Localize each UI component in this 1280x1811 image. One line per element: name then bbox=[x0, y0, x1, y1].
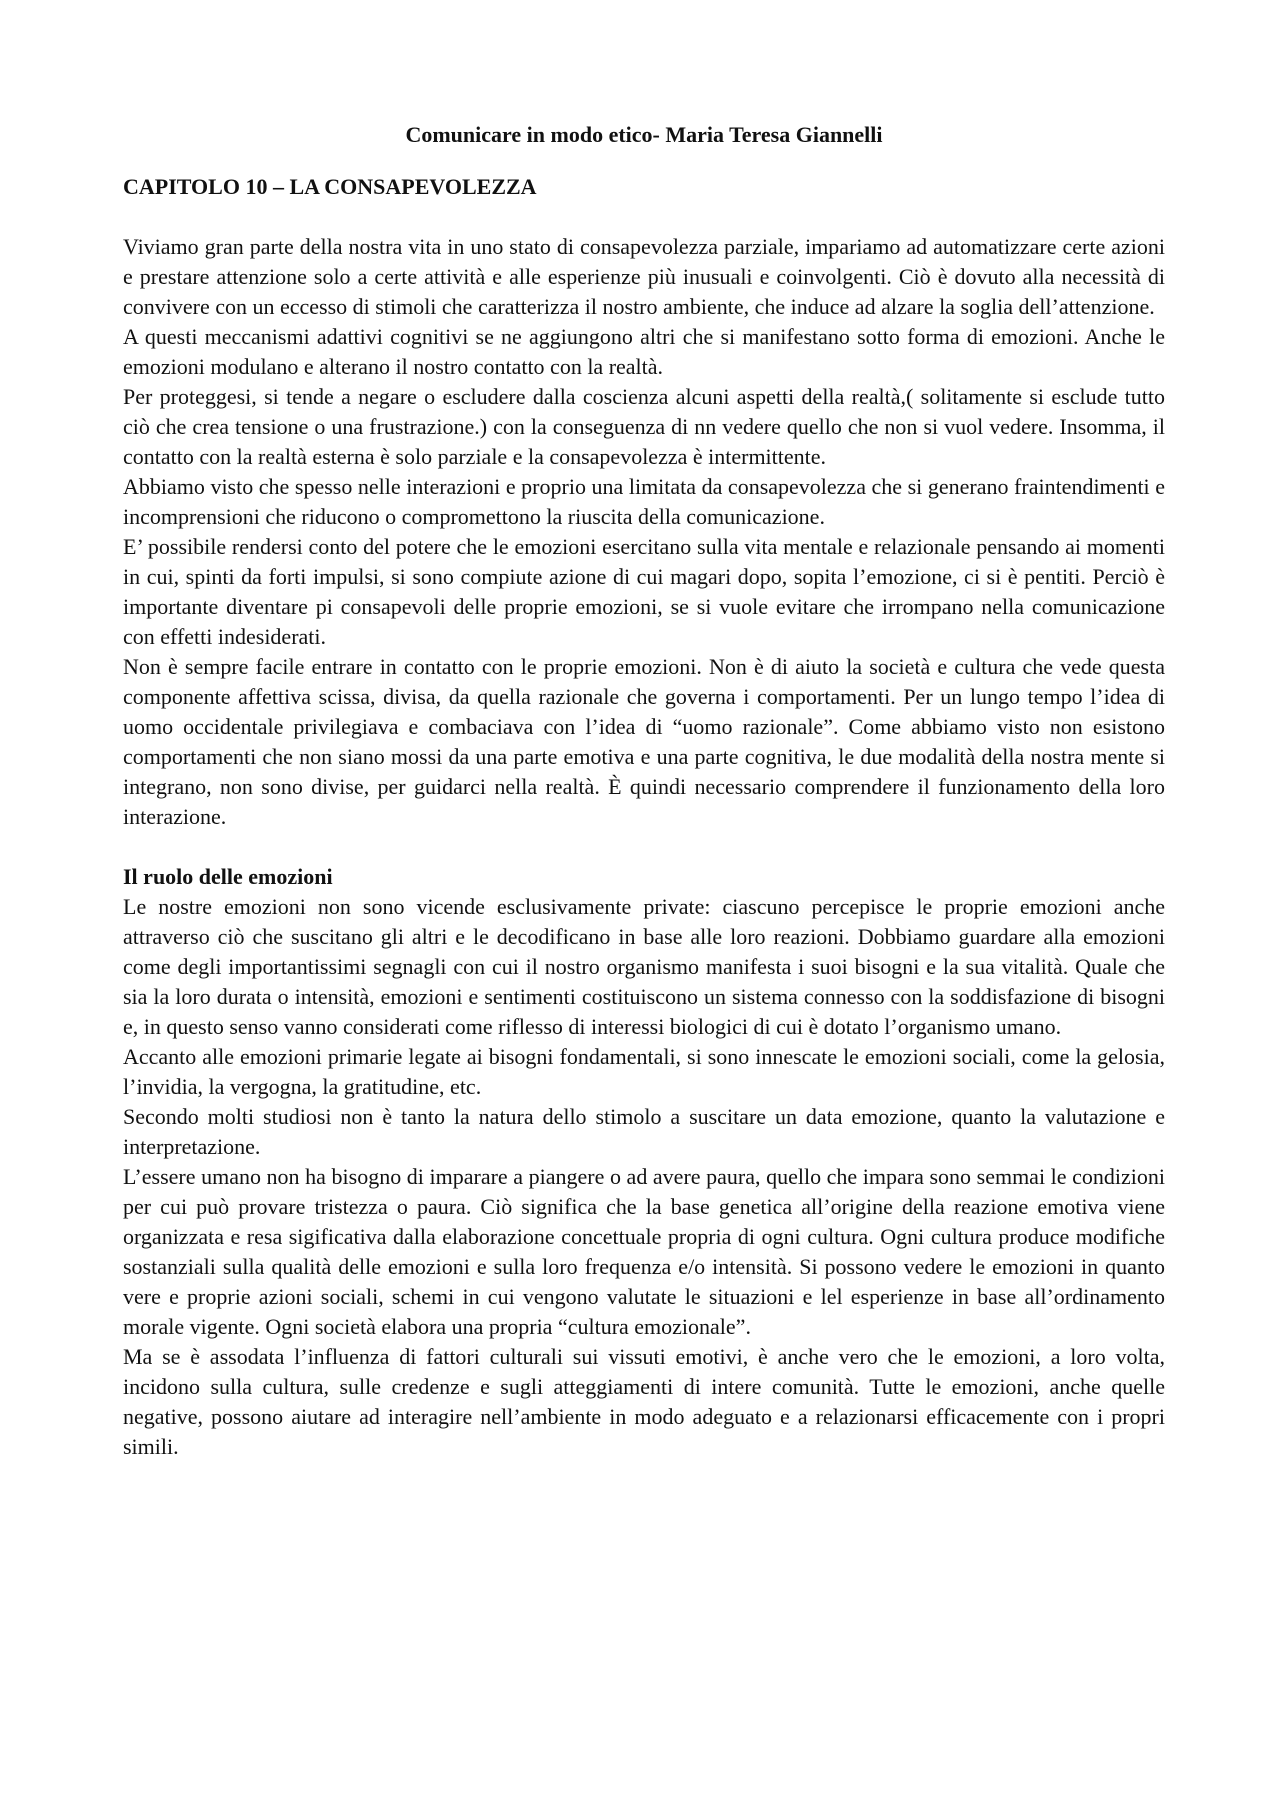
paragraph: Ma se è assodata l’influenza di fattori culturali sui vissuti emotivi, è anche vero che le emozioni, a loro volta, incidono sulla cultura, sulle credenze e sugli atteggiamenti di intere comunità. Tutte le emozioni, anche quelle negative, possono aiutare ad interagire nell’ambiente in modo adeguato e a relazionarsi efficacemente con i propri simili. bbox=[123, 1344, 1165, 1459]
document-page bbox=[123, 120, 1165, 1462]
paragraph: A questi meccanismi adattivi cognitivi se ne aggiungono altri che si manifestano sotto forma di emozioni. Anche le emozioni modulano e alterano il nostro contatto con la realtà. bbox=[123, 324, 1165, 379]
paragraph: Le nostre emozioni non sono vicende esclusivamente private: ciascuno percepisce le proprie emozioni anche attraverso ciò che suscitano gli altri e le decodificano in base alle loro reazioni. Dobbiamo guardare alla emozioni come degli importantissimi segnagli con cui il nostro organismo manifesta i suoi bisogni e la sua vitalità. Quale che sia la loro durata o intensità, emozioni e sentimenti costituiscono un sistema connesso con la soddisfazione di bisogni e, in questo senso vanno considerati come riflesso di interessi biologici di cui è dotato l’organismo umano. bbox=[123, 894, 1165, 1039]
paragraph: Per proteggesi, si tende a negare o escludere dalla coscienza alcuni aspetti della realtà,( solitamente si esclude tutto ciò che crea tensione o una frustrazione.) con la conseguenza di nn vedere quello che non si vuol vedere. Insomma, il contatto con la realtà esterna è solo parziale e la consapevolezza è intermittente. bbox=[123, 384, 1165, 469]
chapter-heading: CAPITOLO 10 – LA CONSAPEVOLEZZA bbox=[123, 174, 537, 199]
document-title: Comunicare in modo etico- Maria Teresa Giannelli bbox=[405, 122, 883, 147]
paragraph: E’ possibile rendersi conto del potere che le emozioni esercitano sulla vita mentale e relazionale pensando ai momenti in cui, spinti da forti impulsi, si sono compiute azione di cui magari dopo, sopita l’emozione, ci si è pentiti. Perciò è importante diventare pi consapevoli delle proprie emozioni, se si vuole evitare che irrompano nella comunicazione con effetti indesiderati. bbox=[123, 534, 1165, 649]
paragraph: Non è sempre facile entrare in contatto con le proprie emozioni. Non è di aiuto la società e cultura che vede questa componente affettiva scissa, divisa, da quella razionale che governa i comportamenti. Per un lungo tempo l’idea di uomo occidentale privilegiava e combaciava con l’idea di “uomo razionale”. Come abbiamo visto non esistono comportamenti che non siano mossi da una parte emotiva e una parte cognitiva, le due modalità della nostra mente si integrano, non sono divise, per guidarci nella realtà. È quindi necessario comprendere il funzionamento della loro interazione. bbox=[123, 654, 1165, 829]
paragraph: Accanto alle emozioni primarie legate ai bisogni fondamentali, si sono innescate le emozioni sociali, come la gelosia, l’invidia, la vergogna, la gratitudine, etc. bbox=[123, 1044, 1165, 1099]
chapter-body bbox=[123, 232, 1165, 832]
paragraph: Secondo molti studiosi non è tanto la natura dello stimolo a suscitare un data emozione, quanto la valutazione e interpretazione. bbox=[123, 1104, 1165, 1159]
section-body bbox=[123, 892, 1165, 1462]
paragraph: Viviamo gran parte della nostra vita in uno stato di consapevolezza parziale, impariamo ad automatizzare certe azioni e prestare attenzione solo a certe attività e alle esperienze più inusuali e coinvolgenti. Ciò è dovuto alla necessità di convivere con un eccesso di stimoli che caratterizza il nostro ambiente, che induce ad alzare la soglia dell’attenzione. bbox=[123, 234, 1165, 319]
paragraph: L’essere umano non ha bisogno di imparare a piangere o ad avere paura, quello che impara sono semmai le condizioni per cui può provare tristezza o paura. Ciò significa che la base genetica all’origine della reazione emotiva viene organizzata e resa sigificativa dalla elaborazione concettuale propria di ogni cultura. Ogni cultura produce modifiche sostanziali sulla qualità delle emozioni e sulla loro frequenza e/o intensità. Si possono vedere le emozioni in quanto vere e proprie azioni sociali, schemi in cui vengono valutate le situazioni e lel esperienze in base all’ordinamento morale vigente. Ogni società elabora una propria “cultura emozionale”. bbox=[123, 1164, 1165, 1339]
section-heading: Il ruolo delle emozioni bbox=[123, 864, 333, 889]
paragraph: Abbiamo visto che spesso nelle interazioni e proprio una limitata da consapevolezza che si generano fraintendimenti e incomprensioni che riducono o compromettono la riuscita della comunicazione. bbox=[123, 474, 1165, 529]
